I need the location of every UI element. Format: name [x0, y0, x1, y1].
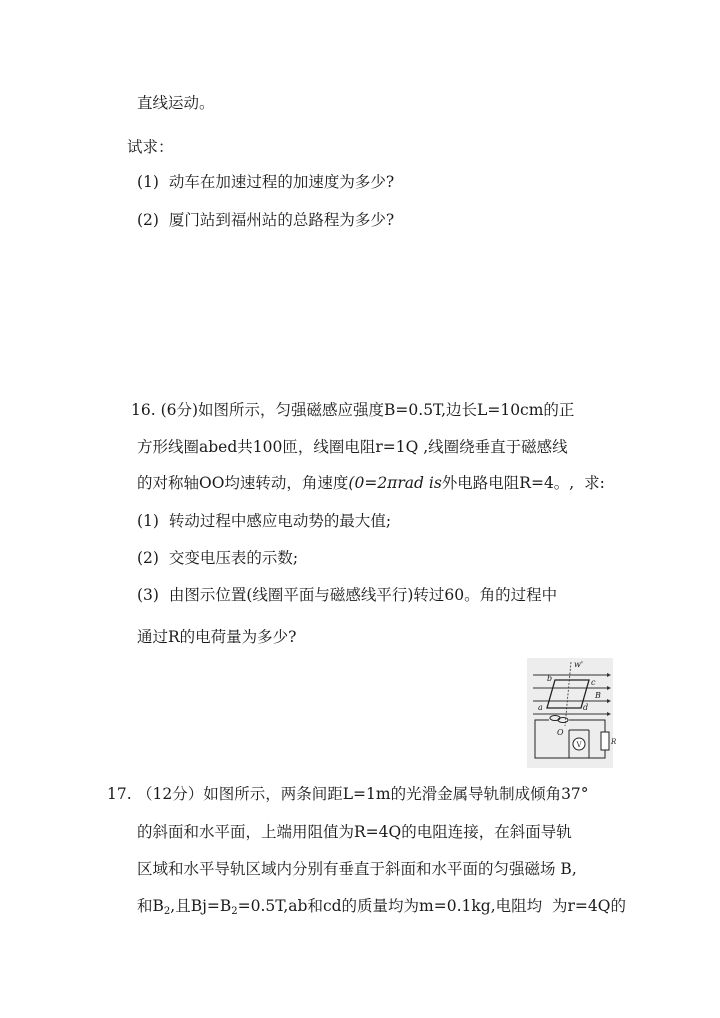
q15-tail: 直线运动。	[137, 94, 215, 112]
figure-label: R	[611, 738, 617, 746]
part-number: (1)	[137, 173, 159, 191]
figure-label: c	[591, 678, 596, 687]
q16-last-line: 通过R的电荷量为多少?	[137, 628, 297, 646]
part-text: 由图示位置(线圈平面与磁感线平行)转过60。角的过程中	[168, 586, 558, 604]
q15-ask: 试求：	[127, 138, 174, 156]
q16-part-1	[137, 511, 391, 531]
q17-number: 17.	[107, 785, 132, 803]
figure-label: a	[538, 703, 543, 712]
q16-part-2	[137, 548, 298, 568]
q16-line-1: 16. (6分)如图所示，匀强磁感应强度B=0.5T,边长L=10cm的正	[131, 401, 575, 419]
part-number: (2)	[137, 211, 159, 229]
part-text: 动车在加速过程的加速度为多少?	[168, 173, 395, 191]
figure-label: B	[595, 691, 601, 700]
figure-label: b	[547, 674, 553, 683]
part-text: 转动过程中感应电动势的最大值;	[168, 512, 392, 530]
figure-label: O	[557, 728, 564, 737]
part-number: (1)	[137, 512, 159, 530]
q16-part-3	[137, 585, 557, 605]
figure-label: d	[583, 703, 589, 712]
part-number: (2)	[137, 549, 159, 567]
part-text: 厦门站到福州站的总路程为多少?	[168, 211, 395, 229]
q17-line-2: 的斜面和水平面，上端用阻值为R=4Q的电阻连接，在斜面导轨	[137, 823, 572, 841]
q16-line-2: 方形线圈abed共100匝，线圈电阻r=1Q ,线圈绕垂直于磁感线	[137, 438, 568, 456]
figure-label: V	[576, 741, 582, 749]
coil-circuit-figure	[527, 658, 617, 768]
q15-part-2	[137, 210, 394, 230]
q17-line-4: 和$B_2$,且$Bj=B_2=0.5T,ab$和cd的质量均为m=0.1kg,电阻均 为r=4Q的	[137, 897, 626, 917]
part-text: 交变电压表的示数;	[168, 549, 299, 567]
omega-expression: (0=2πrad is	[348, 474, 442, 492]
figure-label: w'	[574, 660, 584, 669]
q17-line-1: （12分）如图所示，两条间距L=1m的光滑金属导轨制成倾角37°	[137, 785, 589, 803]
q17-line-3: 区域和水平导轨区域内分别有垂直于斜面和水平面的匀强磁场 B,	[137, 860, 577, 878]
part-number: (3)	[137, 586, 159, 604]
q15-part-1	[137, 172, 394, 192]
q16-line-3: 的对称轴OO均速转动，角速度(0=2πrad is外电路电阻R=4。, 求:	[137, 474, 605, 492]
